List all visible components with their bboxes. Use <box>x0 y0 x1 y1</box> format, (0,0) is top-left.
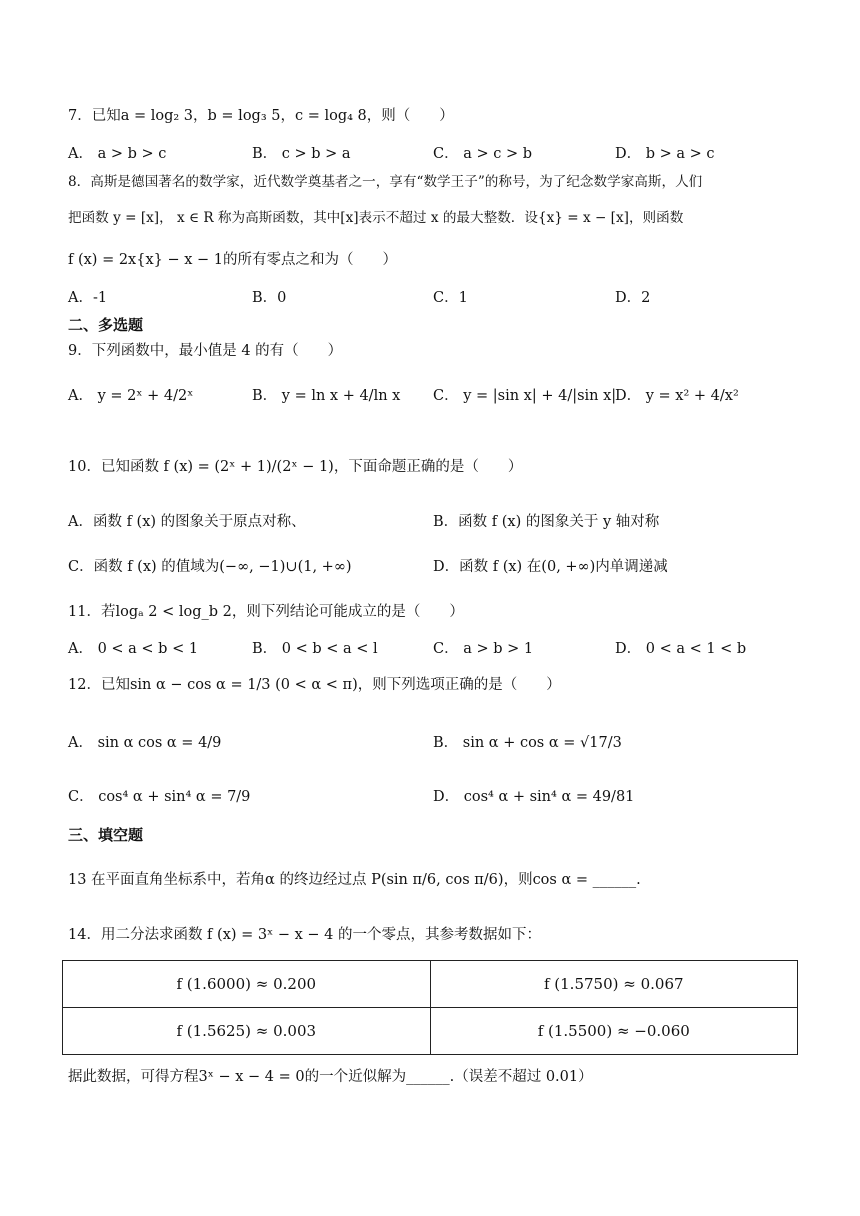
q10-option-d: D．函数 f (x) 在(0, +∞)内单调递减 <box>433 559 668 575</box>
q12-option-a: A． sin α cos α = 4/9 <box>68 735 222 751</box>
table-row <box>63 961 798 1008</box>
q9-option-b: B． y = ln x + 4/ln x <box>252 388 401 404</box>
table-cell: f (1.5625) ≈ 0.003 <box>63 1008 431 1055</box>
q12-option-c: C． cos⁴ α + sin⁴ α = 7/9 <box>68 789 251 805</box>
q12-option-b: B． sin α + cos α = √17/3 <box>433 735 622 751</box>
question-8-line-2: 把函数 y = [x]， x ∈ R 称为高斯函数，其中[x]表示不超过 x 的最大整数．设{x} = x − [x]，则函数 <box>68 210 684 226</box>
q9-option-d: D． y = x² + 4/x² <box>615 388 739 404</box>
section-heading-fill-in: 三、填空题 <box>68 826 144 844</box>
question-13-stem: 13 在平面直角坐标系中，若角α 的终边经过点 P(sin π/6, cos π/6)，则cos α = ______. <box>68 872 641 888</box>
question-10-stem: 10．已知函数 f (x) = (2ˣ + 1)/(2ˣ − 1)，下面命题正确的是（ ） <box>68 459 523 475</box>
reference-data-table <box>62 960 798 1055</box>
table-cell: f (1.5500) ≈ −0.060 <box>430 1008 798 1055</box>
q7-option-c: C． a > c > b <box>433 146 532 162</box>
question-8-line-3: f (x) = 2x{x} − x − 1的所有零点之和为（ ） <box>68 252 398 268</box>
q9-option-a: A． y = 2ˣ + 4/2ˣ <box>68 388 194 404</box>
q11-option-b: B． 0 < b < a < l <box>252 641 378 657</box>
q8-option-b: B．0 <box>252 290 287 306</box>
q11-option-d: D． 0 < a < 1 < b <box>615 641 747 657</box>
q11-option-a: A． 0 < a < b < 1 <box>68 641 199 657</box>
question-12-stem: 12．已知sin α − cos α = 1/3 (0 < α < π)，则下列选项正确的是（ ） <box>68 677 561 693</box>
q11-option-c: C． a > b > 1 <box>433 641 534 657</box>
q12-option-d: D． cos⁴ α + sin⁴ α = 49/81 <box>433 789 635 805</box>
q8-option-c: C．1 <box>433 290 468 306</box>
q9-option-c: C． y = |sin x| + 4/|sin x| <box>433 388 617 404</box>
q7-option-a: A． a > b > c <box>68 146 167 162</box>
section-heading-multiple-choice: 二、多选题 <box>68 316 144 334</box>
question-14-footer: 据此数据，可得方程3ˣ − x − 4 = 0的一个近似解为______.（误差不超过 0.01） <box>68 1069 593 1085</box>
q8-option-a: A．-1 <box>68 290 108 306</box>
question-9-stem: 9．下列函数中，最小值是 4 的有（ ） <box>68 343 343 359</box>
q7-option-d: D． b > a > c <box>615 146 715 162</box>
q7-option-b: B． c > b > a <box>252 146 351 162</box>
table-cell: f (1.6000) ≈ 0.200 <box>63 961 431 1008</box>
q10-option-a: A．函数 f (x) 的图象关于原点对称、 <box>68 514 306 530</box>
table-row <box>63 1008 798 1055</box>
question-14-stem: 14．用二分法求函数 f (x) = 3ˣ − x − 4 的一个零点，其参考数据如下： <box>68 927 542 943</box>
q10-option-c: C．函数 f (x) 的值域为(−∞, −1)∪(1, +∞) <box>68 559 352 575</box>
question-8-line-1: 8．高斯是德国著名的数学家，近代数学奠基者之一，享有“数学王子”的称号，为了纪念数学家高斯，人们 <box>68 174 703 190</box>
question-7-stem: 7．已知a = log₂ 3，b = log₃ 5，c = log₄ 8，则（ ） <box>68 108 454 124</box>
q10-option-b: B．函数 f (x) 的图象关于 y 轴对称 <box>433 514 660 530</box>
question-11-stem: 11．若logₐ 2 < log_b 2，则下列结论可能成立的是（ ） <box>68 604 464 620</box>
q8-option-d: D．2 <box>615 290 651 306</box>
table-cell: f (1.5750) ≈ 0.067 <box>430 961 798 1008</box>
